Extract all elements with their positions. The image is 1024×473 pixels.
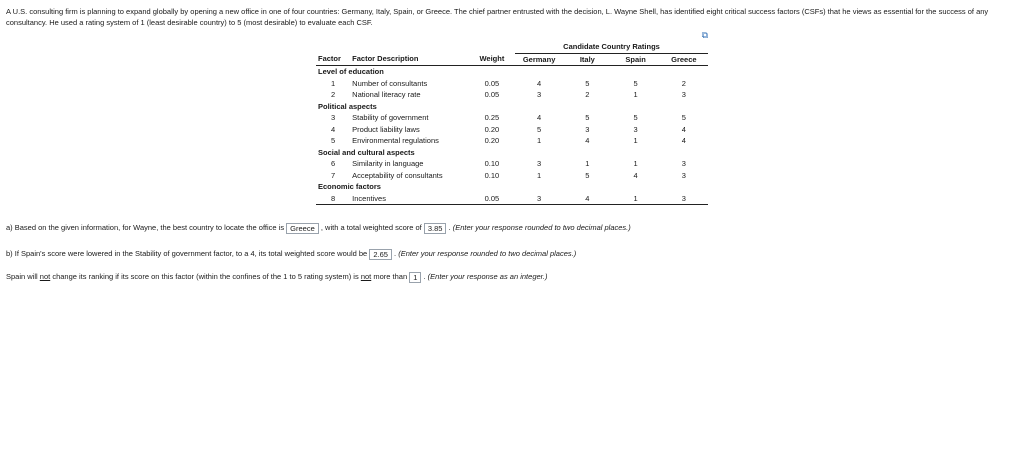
rating-greece: 3 bbox=[681, 159, 686, 168]
factor-description: Stability of government bbox=[352, 113, 429, 122]
factor-number: 8 bbox=[331, 193, 336, 203]
rating-italy: 4 bbox=[585, 136, 590, 145]
answer-input-a-score[interactable]: 3.85 bbox=[424, 223, 447, 234]
copy-table-icon[interactable]: ⧉ bbox=[701, 30, 708, 40]
section-header-row bbox=[316, 101, 708, 113]
rating-italy: 2 bbox=[585, 90, 590, 99]
rating-italy: 5 bbox=[585, 113, 590, 122]
weight-value: 0.25 bbox=[484, 113, 500, 122]
table-row bbox=[316, 135, 708, 147]
question-c-note: (Enter your response as an integer.) bbox=[427, 272, 548, 281]
rating-germany: 5 bbox=[537, 124, 542, 134]
question-b bbox=[6, 247, 1024, 260]
weight-value: 0.20 bbox=[484, 124, 500, 134]
rating-germany: 3 bbox=[537, 193, 542, 203]
rating-spain: 5 bbox=[633, 113, 638, 122]
factor-number: 3 bbox=[331, 113, 336, 122]
question-a-text: a) Based on the given information, for Wayne, the best country to locate the office is bbox=[6, 223, 285, 232]
rating-germany: 4 bbox=[537, 78, 542, 88]
col-header-description: Factor Description bbox=[350, 53, 469, 66]
section-title: Economic factors bbox=[318, 182, 381, 191]
rating-greece: 5 bbox=[681, 113, 686, 122]
col-header-factor: Factor bbox=[316, 53, 350, 66]
answer-input-a-country[interactable]: Greece bbox=[286, 223, 319, 234]
factor-description: National literacy rate bbox=[352, 90, 421, 99]
question-a-note: (Enter your response rounded to two decimal places.) bbox=[452, 223, 631, 232]
rating-greece: 3 bbox=[681, 193, 686, 203]
weight-value: 0.20 bbox=[484, 136, 500, 145]
rating-germany: 4 bbox=[537, 113, 542, 122]
group-header-spacer bbox=[316, 41, 515, 53]
factor-number: 2 bbox=[331, 90, 336, 99]
factor-description: Similarity in language bbox=[352, 159, 424, 168]
table-toolbar bbox=[316, 30, 708, 41]
section-title: Social and cultural aspects bbox=[318, 147, 415, 157]
question-a-period: . bbox=[448, 223, 451, 232]
section-title: Level of education bbox=[318, 67, 384, 76]
factor-description: Number of consultants bbox=[352, 78, 428, 88]
question-b-text: b) If Spain's score were lowered in the Stability of government factor, to a 4, its total weighted score would be bbox=[6, 249, 368, 258]
section-header-row bbox=[316, 147, 708, 159]
rating-italy: 5 bbox=[585, 170, 590, 180]
rating-germany: 1 bbox=[537, 170, 542, 180]
rating-spain: 1 bbox=[633, 90, 638, 99]
table-row bbox=[316, 158, 708, 170]
rating-spain: 1 bbox=[633, 193, 638, 203]
rating-italy: 1 bbox=[585, 159, 590, 168]
section-header-row bbox=[316, 66, 708, 78]
rating-greece: 2 bbox=[681, 78, 686, 88]
rating-greece: 4 bbox=[681, 136, 686, 145]
col-header-weight: Weight bbox=[469, 53, 515, 66]
factor-description: Acceptability of consultants bbox=[352, 170, 443, 180]
table-row bbox=[316, 112, 708, 124]
factor-number: 7 bbox=[331, 170, 336, 180]
rating-spain: 3 bbox=[633, 124, 638, 134]
group-header-row bbox=[316, 41, 708, 53]
question-c-text-1: Spain will bbox=[6, 272, 38, 281]
answer-input-c-score[interactable]: 1 bbox=[409, 272, 421, 283]
factor-number: 4 bbox=[331, 124, 336, 134]
column-header-row bbox=[316, 53, 708, 66]
factor-number: 5 bbox=[331, 136, 336, 145]
rating-spain: 1 bbox=[633, 136, 638, 145]
rating-germany: 3 bbox=[537, 159, 542, 168]
question-b-note: (Enter your response rounded to two decimal places.) bbox=[398, 249, 577, 258]
question-a-mid: , with a total weighted score of bbox=[320, 223, 422, 232]
ratings-table bbox=[316, 41, 708, 205]
table-row bbox=[316, 89, 708, 101]
weight-value: 0.05 bbox=[484, 90, 500, 99]
group-header: Candidate Country Ratings bbox=[515, 41, 708, 53]
weight-value: 0.10 bbox=[484, 159, 500, 168]
rating-greece: 3 bbox=[681, 90, 686, 99]
rating-germany: 3 bbox=[537, 90, 542, 99]
answer-input-b-score[interactable]: 2.65 bbox=[369, 249, 392, 260]
question-c-text-3: more than bbox=[373, 272, 408, 281]
col-header-italy: Italy bbox=[563, 53, 611, 66]
rating-italy: 4 bbox=[585, 193, 590, 203]
problem-statement: A U.S. consulting firm is planning to expand globally by opening a new office in one of four countries: Germany, Italy, Spain, or Greece. The chief partner entrusted with the decision, L. Wayne Shell, has identified eight critical success factors (CSFs) that he views as essential for the success of any consultancy. He used a rating system of 1 (least desirable country) to 5 (most desirable) to evaluate each CSF. bbox=[6, 7, 989, 27]
factor-number: 6 bbox=[331, 159, 336, 168]
factor-description: Incentives bbox=[352, 193, 386, 203]
section-header-row bbox=[316, 181, 708, 193]
table-row bbox=[316, 124, 708, 136]
question-a bbox=[6, 221, 1024, 234]
factor-description: Product liability laws bbox=[352, 124, 420, 134]
col-header-spain: Spain bbox=[611, 53, 659, 66]
table-row bbox=[316, 193, 708, 205]
rating-spain: 1 bbox=[633, 159, 638, 168]
col-header-greece: Greece bbox=[660, 53, 708, 66]
question-c-not-2: not bbox=[360, 272, 372, 281]
question-c-period: . bbox=[423, 272, 426, 281]
rating-greece: 3 bbox=[681, 170, 686, 180]
question-c bbox=[6, 270, 1024, 283]
table-row bbox=[316, 78, 708, 90]
question-c-not-1: not bbox=[39, 272, 51, 281]
factor-description: Environmental regulations bbox=[352, 136, 439, 145]
question-b-period: . bbox=[394, 249, 397, 258]
factor-number: 1 bbox=[331, 78, 336, 88]
rating-spain: 5 bbox=[633, 78, 638, 88]
weight-value: 0.10 bbox=[484, 170, 500, 180]
data-table-container bbox=[316, 30, 708, 205]
question-c-text-2: change its ranking if its score on this factor (within the confines of the 1 to 5 rating system) is bbox=[52, 272, 359, 281]
rating-spain: 4 bbox=[633, 170, 638, 180]
weight-value: 0.05 bbox=[484, 78, 500, 88]
section-title: Political aspects bbox=[318, 101, 377, 111]
rating-greece: 4 bbox=[681, 124, 686, 134]
rating-germany: 1 bbox=[537, 136, 542, 145]
rating-italy: 5 bbox=[585, 78, 590, 88]
weight-value: 0.05 bbox=[484, 193, 500, 203]
table-row bbox=[316, 170, 708, 182]
col-header-germany: Germany bbox=[515, 53, 563, 66]
rating-italy: 3 bbox=[585, 124, 590, 134]
